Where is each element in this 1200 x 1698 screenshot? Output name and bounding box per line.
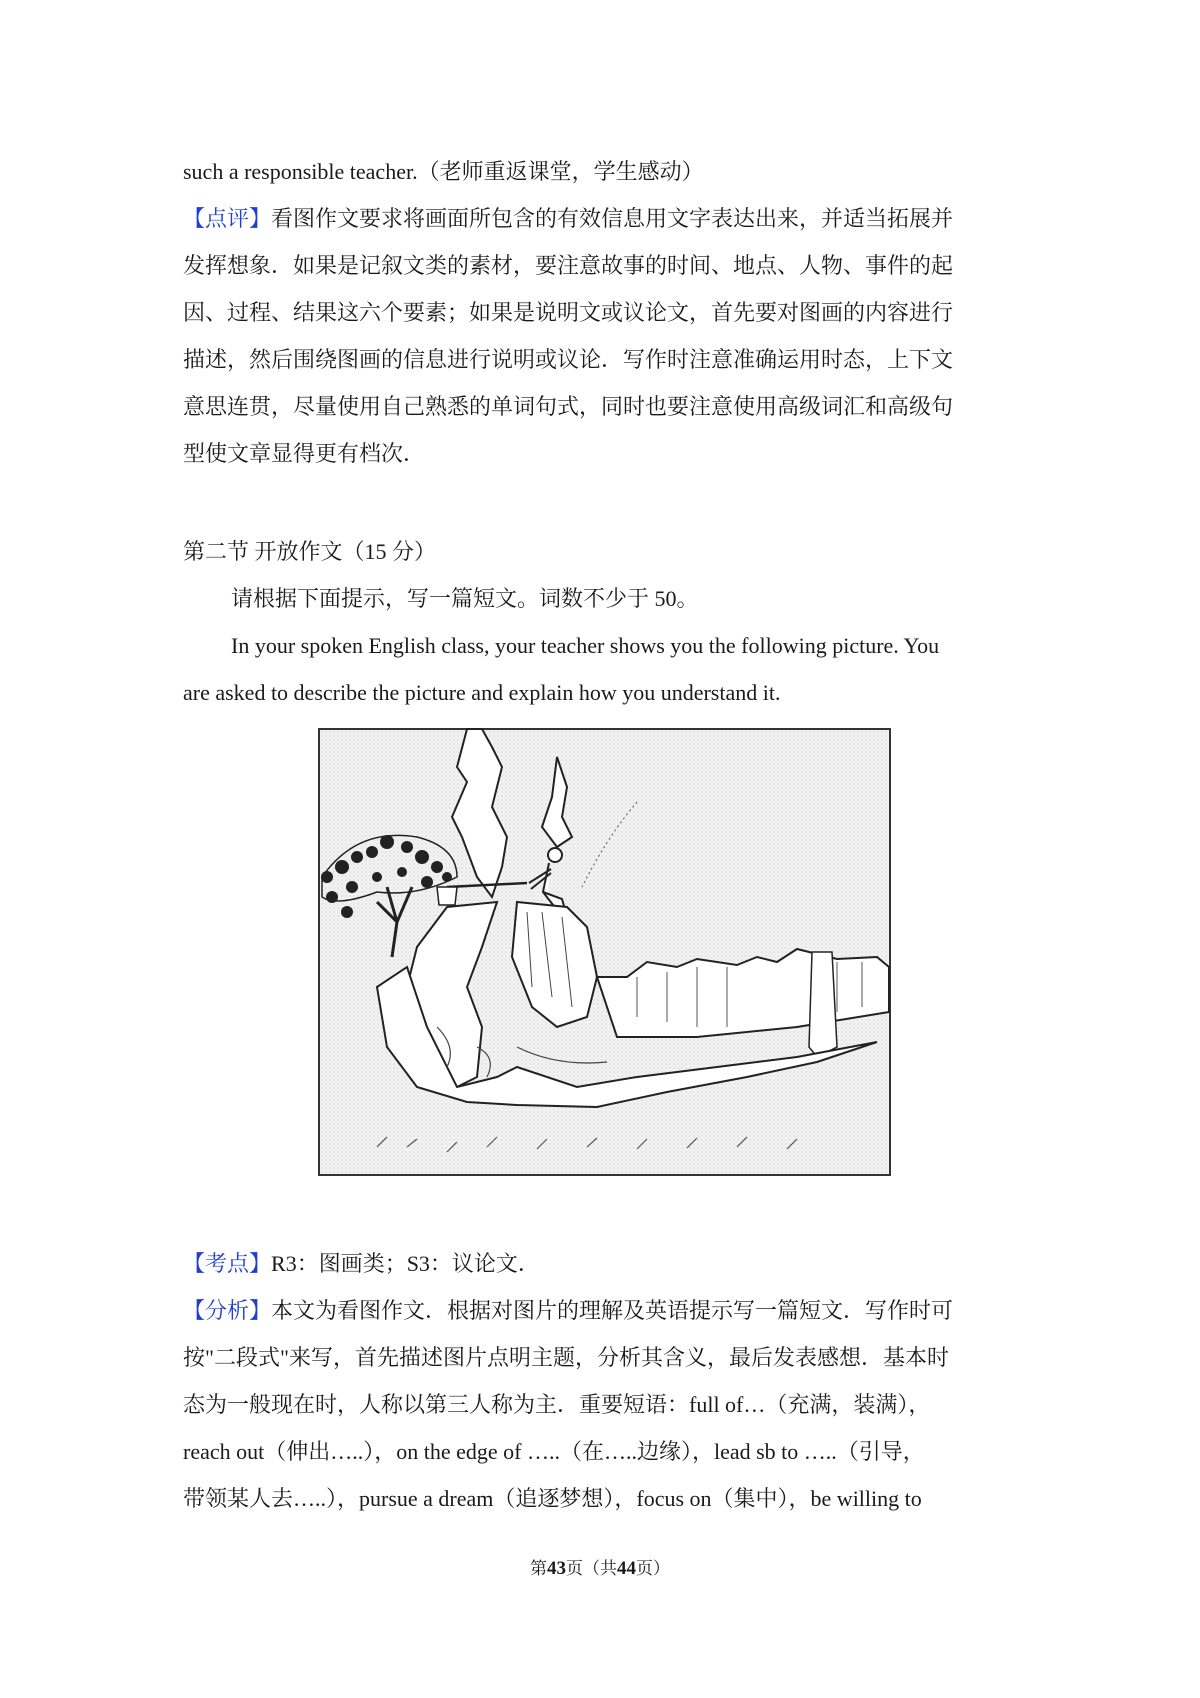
analysis-line-3: 态为一般现在时，人称以第三人称为主．重要短语：full of…（充满，装满），: [183, 1392, 931, 1417]
page-footer: 第43页（共44页）: [530, 1558, 670, 1579]
kaodian-line: 【考点】R3：图画类；S3：议论文．: [183, 1251, 540, 1276]
analysis-line-1: 【分析】本文为看图作文．根据对图片的理解及英语提示写一篇短文．写作时可: [183, 1298, 954, 1323]
analysis-block: [183, 1240, 1026, 1522]
section-heading: 第二节 开放作文（15 分）: [183, 539, 437, 564]
comment-line-3: 因、过程、结果这六个要素；如果是说明文或议论文，首先要对图画的内容进行: [183, 300, 954, 325]
section-instruction: 请根据下面提示，写一篇短文。词数不少于 50。: [231, 586, 699, 611]
kaodian-tag: 【考点】: [183, 1251, 272, 1276]
waterfall: [809, 952, 837, 1057]
total-pages: 44: [617, 1558, 636, 1579]
comment-line-1: 【点评】看图作文要求将画面所包含的有效信息用文字表达出来，并适当拓展并: [183, 206, 954, 231]
analysis-line-4: reach out（伸出…..），on the edge of …..（在…..边缘），lead sb to …..（引导，: [183, 1439, 925, 1464]
analysis-line-5: 带领某人去…..），pursue a dream（追逐梦想），focus on（集中），be willing to: [183, 1486, 922, 1511]
comment-line-4: 描述，然后围绕图画的信息进行说明或议论．写作时注意准确运用时态，上下文: [183, 347, 954, 372]
analysis-tag: 【分析】: [183, 1298, 272, 1323]
cliff-illustration: [317, 727, 892, 1177]
prompt-line-1: In your spoken English class, your teacher shows you the following picture. You: [231, 633, 940, 658]
analysis-line-2: 按"二段式"来写，首先描述图片点明主题，分析其含义，最后发表感想．基本时: [183, 1345, 949, 1370]
comment-line-2: 发挥想象．如果是记叙文类的素材，要注意故事的时间、地点、人物、事件的起: [183, 253, 954, 278]
section-block: [183, 528, 1026, 716]
comment-block: [183, 148, 1026, 477]
comment-line-6: 型使文章显得更有档次．: [183, 441, 426, 466]
prompt-line-2: are asked to describe the picture and explain how you understand it.: [183, 680, 781, 705]
comment-tag: 【点评】: [183, 206, 272, 231]
comment-line-5: 意思连贯，尽量使用自己熟悉的单词句式，同时也要注意使用高级词汇和高级句: [183, 394, 954, 419]
top-fragment: such a responsible teacher.（老师重返课堂，学生感动）: [183, 159, 704, 184]
page-number: 43: [547, 1558, 566, 1579]
basket: [437, 887, 457, 905]
